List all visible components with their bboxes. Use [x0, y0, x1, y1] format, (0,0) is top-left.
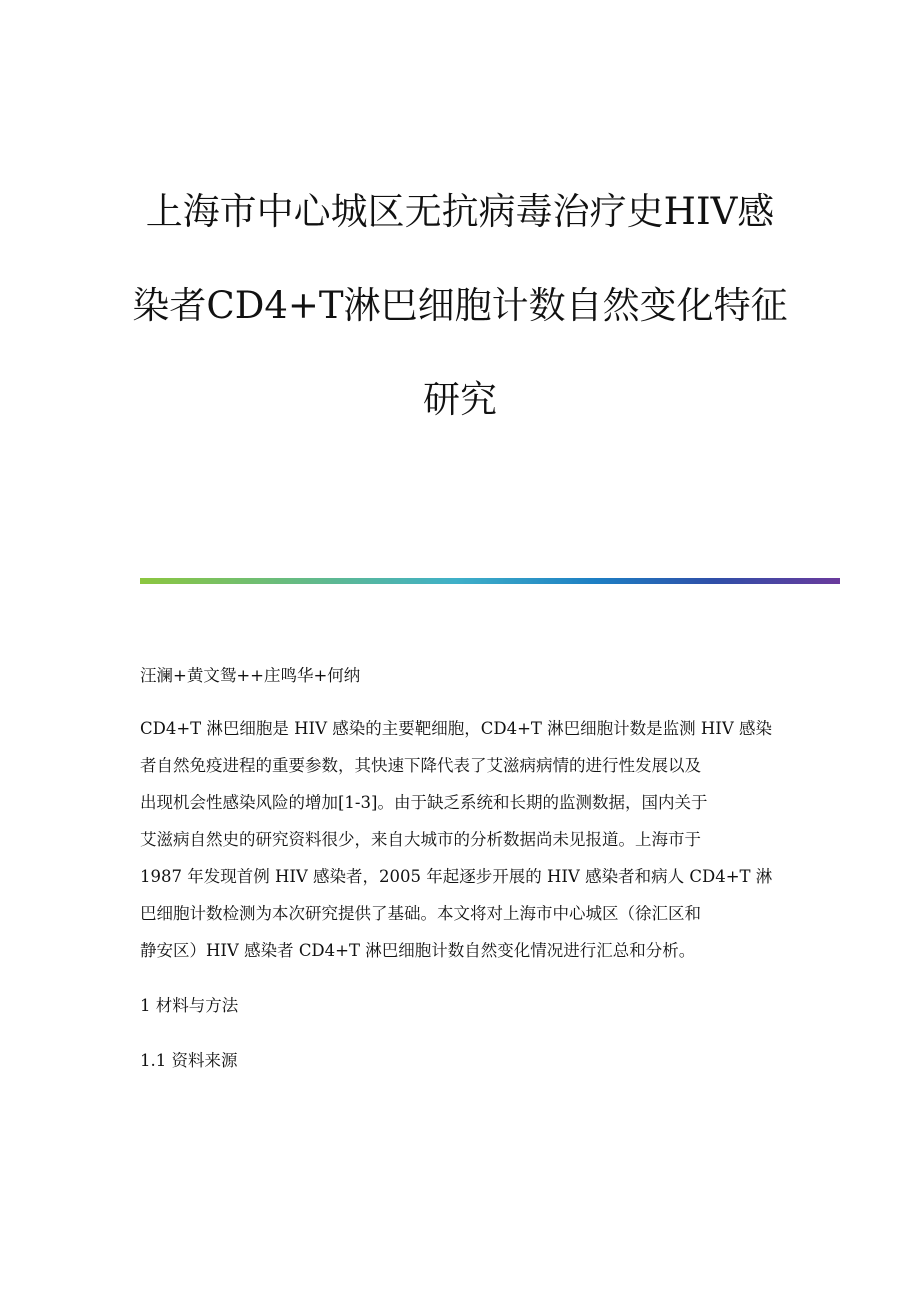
title-line-1: 上海市中心城区无抗病毒治疗史HIV感 — [145, 190, 775, 233]
document-body — [140, 656, 820, 1097]
authors-line: 汪澜+黄文鸳++庄鸣华+何纳 — [140, 666, 361, 685]
intro-line: 出现机会性感染风险的增加[1-3]。由于缺乏系统和长期的监测数据，国内关于 — [140, 793, 708, 812]
intro-line: 1987 年发现首例 HIV 感染者，2005 年起逐步开展的 HIV 感染者和病人 CD4+T 淋 — [140, 867, 773, 886]
section-heading-1-1: 1.1 资料来源 — [140, 1051, 238, 1070]
title-line-2: 染者CD4+T淋巴细胞计数自然变化特征 — [132, 284, 788, 327]
intro-line: 巴细胞计数检测为本次研究提供了基础。本文将对上海市中心城区（徐汇区和 — [140, 904, 701, 923]
intro-line: 艾滋病自然史的研究资料很少，来自大城市的分析数据尚未见报道。上海市于 — [140, 830, 701, 849]
title-line-3: 研究 — [423, 378, 497, 421]
intro-paragraph — [140, 710, 820, 969]
document-title — [100, 188, 820, 470]
section-heading-1: 1 材料与方法 — [140, 996, 239, 1015]
intro-line: 静安区）HIV 感染者 CD4+T 淋巴细胞计数自然变化情况进行汇总和分析。 — [140, 941, 696, 960]
intro-line: 者自然免疫进程的重要参数，其快速下降代表了艾滋病病情的进行性发展以及 — [140, 756, 701, 775]
title-divider — [140, 578, 840, 584]
intro-line: CD4+T 淋巴细胞是 HIV 感染的主要靶细胞，CD4+T 淋巴细胞计数是监测 HIV 感染 — [140, 719, 772, 738]
